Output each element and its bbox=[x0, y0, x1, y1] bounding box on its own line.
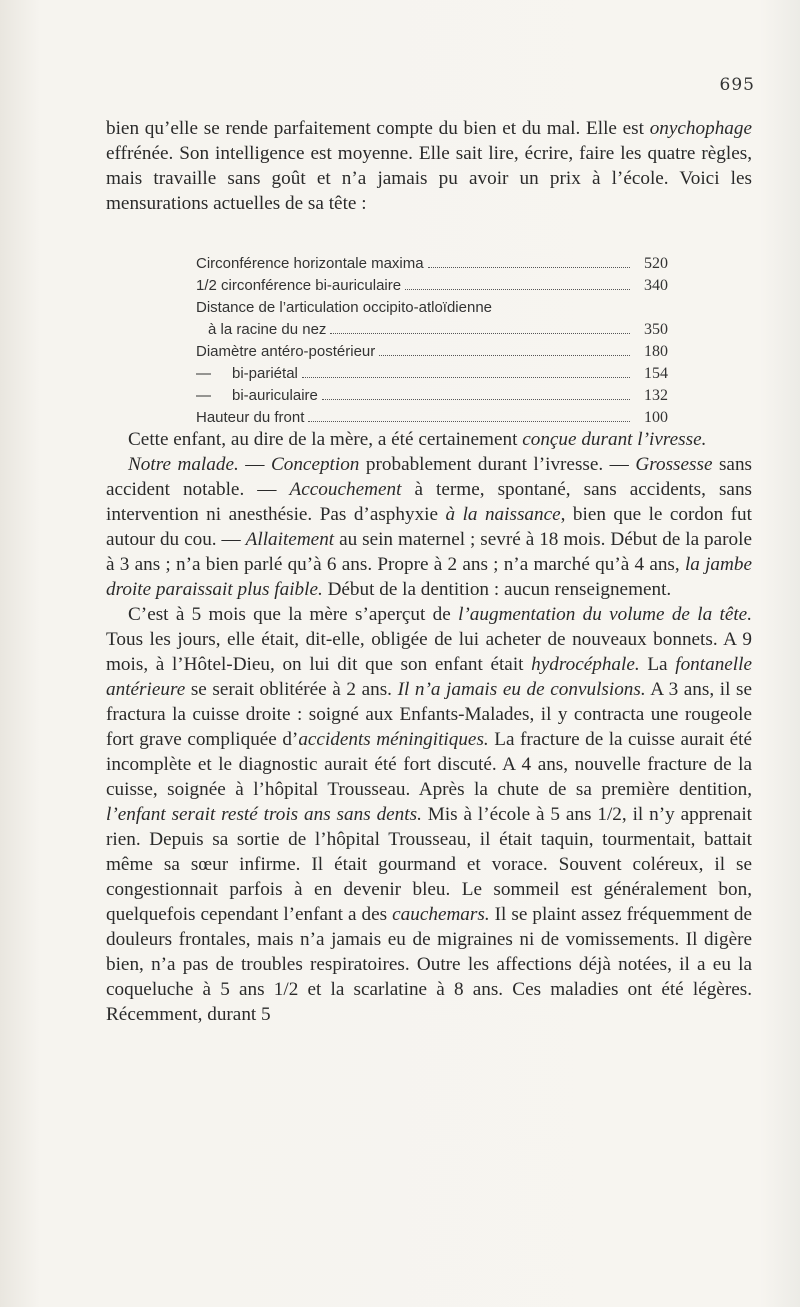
measurement-label: — bi-pariétal bbox=[196, 363, 298, 385]
measurements-table bbox=[196, 253, 668, 429]
measurement-value: 180 bbox=[644, 343, 668, 360]
measurement-value: 100 bbox=[644, 409, 668, 426]
intro-paragraph bbox=[106, 116, 752, 216]
measurement-label: — bi-auriculaire bbox=[196, 385, 318, 407]
paragraph-history: Notre malade. — Conception probablement durant l’ivresse. — Grossesse sans accident notable. — Accouchement à terme, spontané, sans accidents, sans intervention ni anesthésie. Pas d’asphyxie à la naissance, bien que le cordon fut autour du cou. — Allaitement au sein maternel ; sevré à 18 mois. Début de la parole à 3 ans ; n’a bien parlé qu’à 6 ans. Propre à 2 ans ; n’a marché qu’à 4 ans, la jambe droite paraissait plus faible. Début de la dentition : aucun renseignement. bbox=[106, 454, 753, 600]
measurement-label: Diamètre antéro-postérieur bbox=[196, 343, 376, 360]
measurement-row bbox=[196, 297, 668, 319]
paragraph-development: C’est à 5 mois que la mère s’aperçut de l’augmentation du volume de la tête. Tous les jours, elle était, dit-elle, obligée de lui acheter de nouveaux bonnets. A 9 mois, à l’Hôtel-Dieu, on lui dit que son enfant était hydrocéphale. La fontanelle antérieure se serait oblitérée à 2 ans. Il n’a jamais eu de convulsions. A 3 ans, il se fractura la cuisse droite : soigné aux Enfants-Malades, il y contracta une rougeole fort grave compliquée d’accidents méningitiques. La fracture de la cuisse aurait été incomplète et le diagnostic aurait été fort discuté. A 4 ans, nouvelle fracture de la cuisse, soignée à l’hôpital Trousseau. Après la chute de sa première dentition, l’enfant serait resté trois ans sans dents. Mis à l’école à 5 ans 1/2, il n’y apprenait rien. Depuis sa sortie de l’hôpital Trousseau, il était taquin, tourmentait, battait même sa sœur infirme. Il était gourmand et vorace. Souvent coléreux, il se congestionnait parfois à en devenir bleu. Le sommeil est généralement bon, quelquefois cependant l’enfant a des cauchemars. Il se plaint assez fréquemment de douleurs frontales, mais n’a jamais eu de migraines ni de vomissements. Il digère bien, n’a pas de troubles respiratoires. Outre les affections déjà notées, il a eu la coqueluche à 5 ans 1/2 et la scarlatine à 8 ans. Ces maladies ont été légères. Récemment, durant 5 bbox=[106, 604, 753, 1025]
intro-text-1: bien qu’elle se rende parfaitement compte du bien et du mal. Elle est bbox=[106, 118, 650, 139]
leader-dots bbox=[405, 289, 630, 290]
body-text bbox=[106, 427, 752, 1027]
measurement-label: à la racine du nez bbox=[208, 321, 327, 338]
measurement-row bbox=[196, 385, 668, 407]
measurement-row bbox=[196, 407, 668, 429]
measurement-value: 520 bbox=[644, 255, 668, 272]
paragraph-conception: Cette enfant, au dire de la mère, a été certainement conçue durant l’ivresse. bbox=[128, 429, 707, 450]
measurement-label: 1/2 circonférence bi-auriculaire bbox=[196, 277, 402, 294]
leader-dots bbox=[330, 333, 630, 334]
leader-dots bbox=[308, 421, 630, 422]
leader-dots bbox=[428, 267, 630, 268]
leader-dots bbox=[302, 377, 630, 378]
intro-italic-term: onychophage bbox=[649, 118, 752, 139]
measurement-row bbox=[196, 253, 668, 275]
intro-text-2: effrénée. Son intelligence est moyenne. Elle sait lire, écrire, faire les quatre règles, mais travaille sans goût et n’a jamais pu avoir un prix à l’école. Voici les mensurations actuelles de sa tête : bbox=[106, 143, 752, 214]
measurement-label: Hauteur du front bbox=[196, 409, 305, 426]
measurement-row bbox=[196, 275, 668, 297]
measurement-value: 340 bbox=[644, 277, 668, 294]
measurement-row bbox=[196, 363, 668, 385]
measurement-value: 132 bbox=[644, 387, 668, 404]
page-number: 695 bbox=[719, 75, 755, 95]
measurement-row bbox=[196, 319, 668, 341]
measurement-label: Circonférence horizontale maxima bbox=[196, 255, 424, 272]
measurement-value: 154 bbox=[644, 365, 668, 382]
measurement-value: 350 bbox=[644, 321, 668, 338]
measurement-row bbox=[196, 341, 668, 363]
leader-dots bbox=[322, 399, 630, 400]
measurement-label: Distance de l’articulation occipito-atloïdienne bbox=[196, 299, 493, 316]
leader-dots bbox=[379, 355, 630, 356]
